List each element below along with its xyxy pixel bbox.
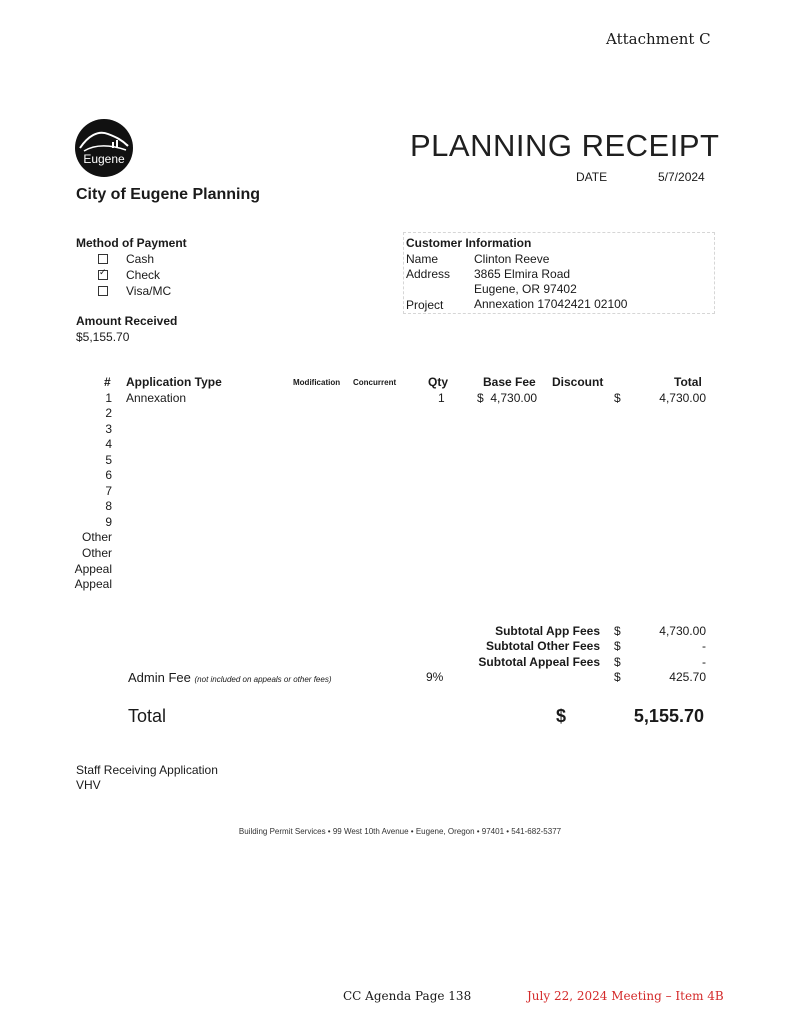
row-label: 3: [105, 422, 112, 436]
row-label: Other: [81, 530, 112, 544]
admin-fee-label: Admin Fee: [128, 670, 191, 685]
row-label: 7: [105, 484, 112, 498]
name-label: Name: [406, 252, 439, 266]
row1-base-fee: $ 4,730.00: [477, 391, 538, 405]
row1-application-type: Annexation: [126, 391, 187, 405]
logo-text: Eugene: [83, 152, 125, 166]
office-address-footer: Building Permit Services • 99 West 10th Avenue • Eugene, Oregon • 97401 • 541-682-5377: [238, 827, 562, 836]
payment-option-label: Visa/MC: [126, 284, 172, 298]
subtotal-appeal-fees-label: Subtotal Appeal Fees: [478, 655, 600, 669]
staff-receiving-label: Staff Receiving Application: [76, 763, 218, 777]
row-label: 8: [105, 499, 112, 513]
row1-dollar-sign: $: [614, 391, 621, 405]
amount-received-value: $5,155.70: [76, 330, 130, 344]
column-header-application-type: Application Type: [126, 375, 222, 389]
city-logo: [74, 118, 134, 178]
row-label: 9: [105, 515, 112, 529]
row-label: Other: [81, 546, 112, 560]
subtotal-appeal-fees-dollar: $: [614, 655, 621, 669]
payment-option-visa[interactable]: [98, 284, 171, 298]
payment-option-cash[interactable]: [98, 252, 154, 266]
row-label: 2: [105, 406, 112, 420]
date-value: 5/7/2024: [658, 170, 705, 184]
payment-option-check[interactable]: [98, 268, 160, 282]
row-label: 6: [105, 468, 112, 482]
amount-received-label: Amount Received: [76, 314, 178, 328]
column-header-number: #: [104, 375, 111, 389]
checkbox-icon[interactable]: [98, 254, 108, 264]
subtotal-other-fees-value: -: [702, 639, 706, 653]
page-title: PLANNING RECEIPT: [410, 128, 720, 163]
attachment-label: Attachment C: [606, 30, 711, 48]
admin-fee-note: (not included on appeals or other fees): [194, 675, 332, 684]
payment-option-label: Cash: [126, 252, 155, 266]
row-label: Appeal: [74, 577, 112, 591]
subtotal-app-fees-value: 4,730.00: [659, 624, 706, 638]
checkbox-icon[interactable]: [98, 286, 108, 296]
customer-info-title: Customer Information: [406, 236, 532, 250]
subtotal-other-fees-label: Subtotal Other Fees: [485, 639, 600, 653]
row-label: 1: [105, 391, 112, 405]
admin-fee-dollar: $: [614, 670, 621, 684]
grand-total-label: Total: [128, 706, 167, 726]
column-header-modification: Modification: [293, 378, 341, 387]
organization-name: City of Eugene Planning: [76, 186, 261, 203]
payment-option-label: Check: [126, 268, 161, 282]
subtotal-app-fees-dollar: $: [614, 624, 621, 638]
admin-fee-value: 425.70: [669, 670, 706, 684]
address-line-1: 3865 Elmira Road: [474, 267, 571, 281]
column-header-concurrent: Concurrent: [353, 378, 397, 387]
row-label: Appeal: [74, 562, 112, 576]
meeting-item-label: July 22, 2024 Meeting – Item 4B: [527, 989, 724, 1003]
admin-fee-row: [128, 670, 331, 685]
row-label: 5: [105, 453, 112, 467]
subtotal-appeal-fees-value: -: [702, 655, 706, 669]
address-line-2: Eugene, OR 97402: [474, 282, 577, 296]
checkbox-checked-icon[interactable]: [98, 270, 108, 280]
subtotal-other-fees-dollar: $: [614, 639, 621, 653]
column-header-total: Total: [674, 375, 702, 389]
project-value: Annexation 17042421 02100: [474, 297, 628, 311]
address-label: Address: [406, 267, 451, 281]
payment-method-title: Method of Payment: [76, 236, 187, 250]
agenda-page-label: CC Agenda Page 138: [343, 989, 472, 1003]
staff-receiving-value: VHV: [76, 778, 101, 792]
subtotal-app-fees-label: Subtotal App Fees: [495, 624, 600, 638]
row1-qty: 1: [438, 391, 445, 405]
column-header-qty: Qty: [428, 375, 449, 389]
customer-name: Clinton Reeve: [474, 252, 550, 266]
column-header-base-fee: Base Fee: [483, 375, 536, 389]
grand-total-dollar: $: [556, 706, 567, 726]
project-label: Project: [406, 298, 444, 312]
row-label: 4: [105, 437, 112, 451]
admin-fee-rate: 9%: [426, 670, 444, 684]
date-label: DATE: [576, 170, 608, 184]
row1-total: 4,730.00: [659, 391, 706, 405]
column-header-discount: Discount: [552, 375, 604, 389]
grand-total-value: 5,155.70: [633, 706, 704, 726]
